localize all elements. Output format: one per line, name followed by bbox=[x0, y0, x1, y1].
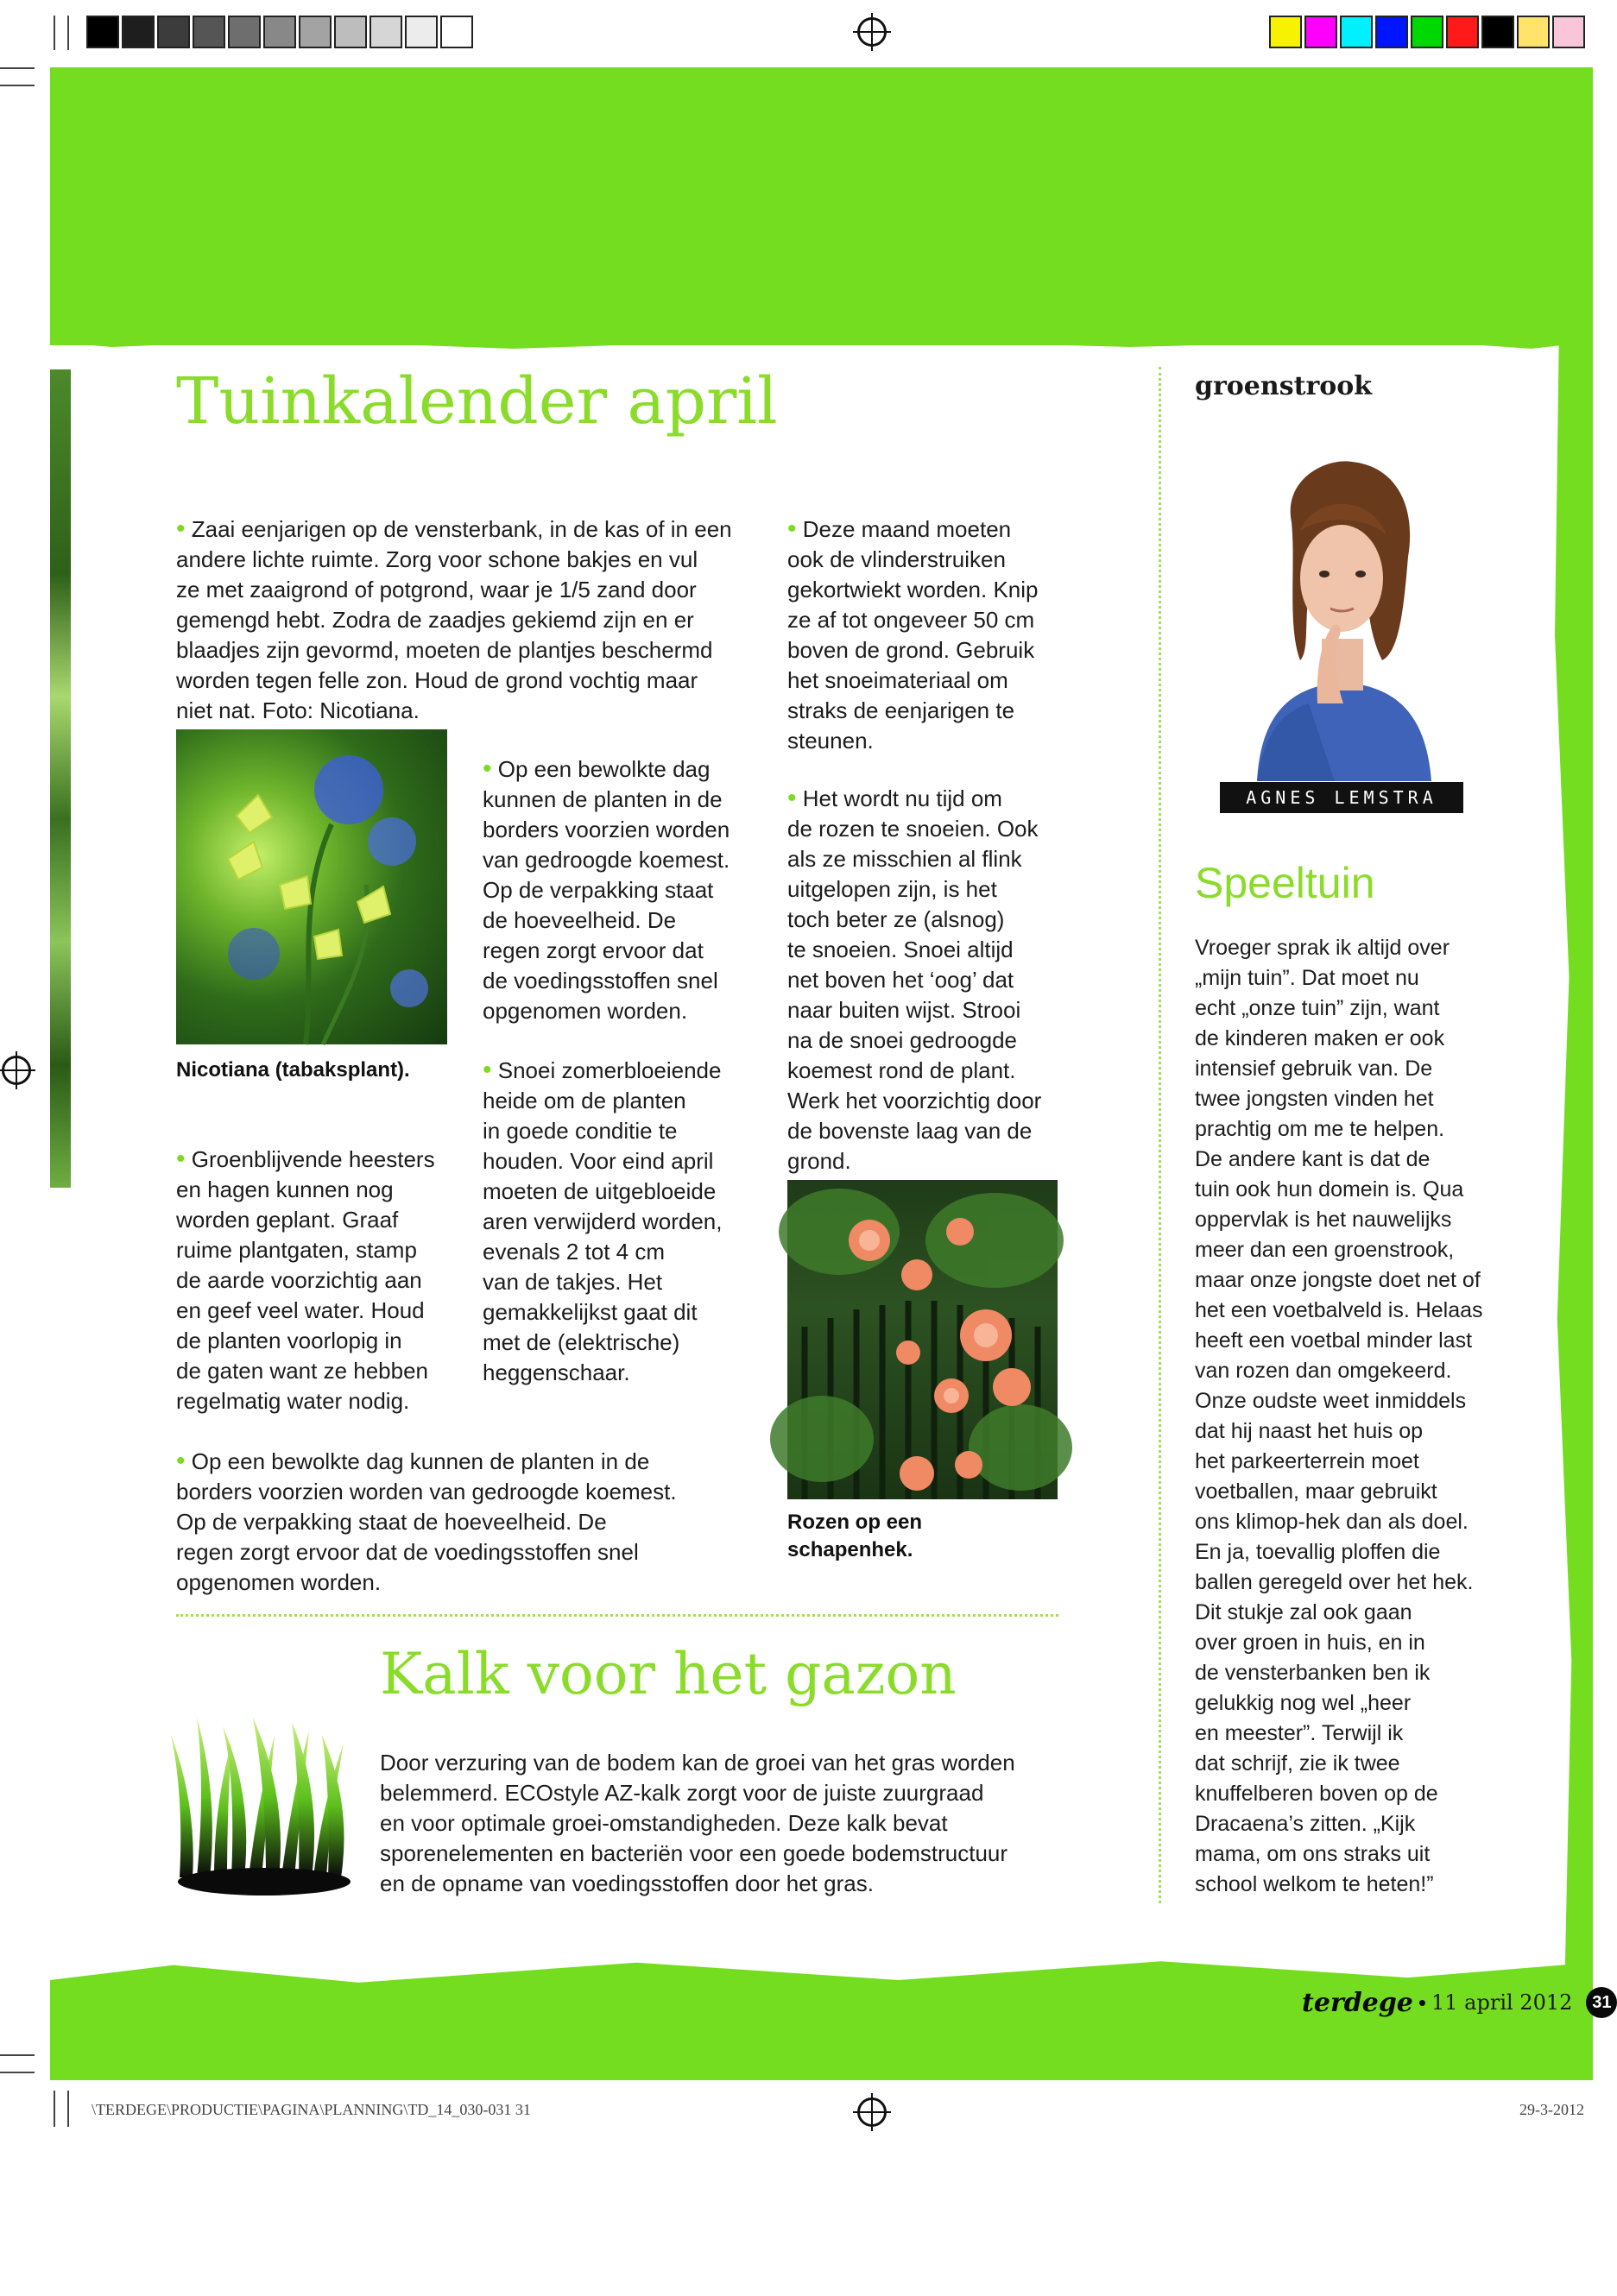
intro-paragraph bbox=[176, 483, 763, 726]
nicotiana-photo bbox=[176, 729, 447, 1044]
kalk-title: Kalk voor het gazon bbox=[380, 1641, 957, 1707]
author-portrait bbox=[1231, 453, 1454, 781]
crop-mark bbox=[67, 16, 69, 50]
registration-mark-icon bbox=[2, 1056, 31, 1085]
grass-icon bbox=[171, 1718, 361, 1899]
roses-illustration bbox=[787, 1180, 1058, 1499]
crop-mark bbox=[0, 85, 35, 86]
bullet-icon: • bbox=[787, 784, 797, 812]
nicotiana-illustration bbox=[176, 729, 447, 1044]
snoei-heide-text: Snoei zomerbloeiende heide om de planten in goede conditie te houden. Voor eind april moeten de uitgebloeide aren verwijderd worden, evenals 2 tot 4 cm van de takjes. Het gemakkelijkst gaat dit met de (elektrische) heggenschaar. bbox=[483, 1057, 723, 1385]
bullet-icon: • bbox=[176, 514, 186, 543]
footer-separator: • bbox=[1418, 1989, 1426, 2015]
issue-date: 11 april 2012 bbox=[1431, 1990, 1573, 2015]
rozen-paragraph bbox=[787, 753, 1072, 1176]
bewolkt-column-paragraph bbox=[483, 723, 767, 1026]
snoei-heide-paragraph bbox=[483, 1025, 767, 1388]
file-path: \TERDEGE\PRODUCTIE\PAGINA\PLANNING\TD_14_030-031 31 bbox=[92, 2101, 531, 2118]
file-date: 29-3-2012 bbox=[1519, 2101, 1584, 2118]
author-photo bbox=[1231, 453, 1454, 781]
page-number: 31 bbox=[1586, 1987, 1617, 2018]
intro-text: Zaai eenjarigen op de vensterbank, in de kas of in een andere lichte ruimte. Zorg voor schone bakjes en vul ze met zaaigrond of potgrond, waar je 1/5 zand door gemengd hebt. Zodra de zaadjes gekiemd zijn en er blaadjes zijn gevormd, moeten de plantjes beschermd worden tegen felle zon. Houd de grond vochtig maar niet nat. Foto: Nicotiana. bbox=[176, 516, 732, 723]
crop-mark bbox=[0, 2072, 35, 2073]
groenblijvend-paragraph bbox=[176, 1113, 452, 1416]
column-divider bbox=[1159, 367, 1161, 1903]
green-frame-top-edge bbox=[50, 328, 1593, 363]
nicotiana-caption: Nicotiana (tabaksplant). bbox=[176, 1058, 410, 1082]
vlinderstruiken-paragraph bbox=[787, 483, 1072, 756]
bullet-icon: • bbox=[483, 754, 492, 783]
crop-mark bbox=[0, 2054, 35, 2056]
bullet-icon: • bbox=[176, 1447, 186, 1475]
crop-mark bbox=[54, 16, 55, 50]
crop-mark bbox=[67, 2091, 69, 2127]
brand-logo: terdege bbox=[1302, 1987, 1413, 2018]
crop-mark bbox=[0, 67, 35, 69]
groenblijvend-text: Groenblijvende heesters en hagen kunnen nog worden geplant. Graaf ruime plantgaten, stamp de aarde voorzichtig aan en geef veel water. Houd de planten voorlopig in de gaten want ze hebben regelmatig water nodig. bbox=[176, 1146, 435, 1414]
author-name-badge: AGNES LEMSTRA bbox=[1220, 782, 1463, 813]
bullet-icon: • bbox=[787, 514, 797, 543]
bewolkt-wide-text: Op een bewolkte dag kunnen de planten in de borders voorzien worden van gedroogde koemest. Op de verpakking staat de hoeveelheid. De regen zorgt ervoor dat de voedingsstoffen snel opgenomen worden. bbox=[176, 1448, 677, 1595]
kalk-text: Door verzuring van de bodem kan de groei van het gras worden belemmerd. ECOstyle AZ-kalk zorgt voor de juiste zuurgraad en voor optimale groei-omstandigheden. Deze kalk bevat sporenelementen en bacteriën voor een goede bodemstructuur en de opname van voedingsstoffen door het gras. bbox=[380, 1750, 1015, 1896]
page-title: Tuinkalender april bbox=[176, 364, 778, 438]
roses-photo bbox=[787, 1180, 1058, 1499]
page-footer bbox=[1302, 1985, 1617, 2020]
bewolkt-column-text: Op een bewolkte dag kunnen de planten in de borders voorzien worden van gedroogde koemest. Op de verpakking staat de hoeveelheid. De regen zorgt ervoor dat de voedingsstoffen snel opgenomen worden. bbox=[483, 756, 730, 1024]
vlinderstruiken-text: Deze maand moeten ook de vlinderstruiken gekortwiekt worden. Knip ze af tot ongeveer 50 cm boven de grond. Gebruik het snoeimateriaal om straks de eenjarigen te steunen. bbox=[787, 516, 1039, 754]
section-divider bbox=[176, 1614, 1058, 1617]
green-frame-right bbox=[1545, 293, 1593, 2003]
bewolkt-wide-paragraph bbox=[176, 1416, 729, 1598]
rozen-text: Het wordt nu tijd om de rozen te snoeien. Ook als ze misschien al flink uitgelopen zijn, is het toch beter ze (alsnog) te snoeien. Snoei altijd net boven het ‘oog’ dat naar buiten wijst. Strooi na de snoei gedroogde koemest rond de plant. Werk het voorzichtig door de bovenste laag van de grond. bbox=[787, 785, 1042, 1174]
bullet-icon: • bbox=[176, 1145, 186, 1173]
column-title: Speeltuin bbox=[1195, 859, 1375, 907]
crop-mark bbox=[54, 2091, 55, 2127]
section-slug: groenstrook bbox=[1195, 371, 1373, 401]
column-text: Vroeger sprak ik altijd over „mijn tuin”. Dat moet nu echt „onze tuin” zijn, want de kinderen maken er ook intensief gebruik van. De twee jongsten vinden het prachtig om me te helpen. De andere kant is dat de tuin ook hun domein is. Qua oppervlak is het nauwelijks meer dan een groenstrook, maar onze jongste doet net of het een voetbalveld is. Helaas heeft een voetbal minder last van rozen dan omgekeerd. Onze oudste weet inmiddels dat hij naast het huis op het parkeerterrein moet voetballen, maar gebruikt ons klimop-hek dan als doel. En ja, toevallig ploffen die ballen geregeld over het hek. Dit stukje zal ook gaan over groen in huis, en in de vensterbanken ben ik gelukkig nog wel „heer en meester”. Terwijl ik dat schrijf, zie ik twee knuffelberen boven op de Dracaena’s zitten. „Kijk mama, om ons straks uit school welkom te heten!” bbox=[1195, 936, 1483, 1896]
left-edge-photo bbox=[50, 369, 71, 1188]
bullet-icon: • bbox=[483, 1056, 492, 1084]
roses-caption: Rozen op een schapenhek. bbox=[787, 1511, 923, 1561]
registration-mark-icon bbox=[857, 17, 887, 47]
registration-mark-icon bbox=[857, 2097, 887, 2127]
green-frame-top bbox=[50, 67, 1593, 345]
